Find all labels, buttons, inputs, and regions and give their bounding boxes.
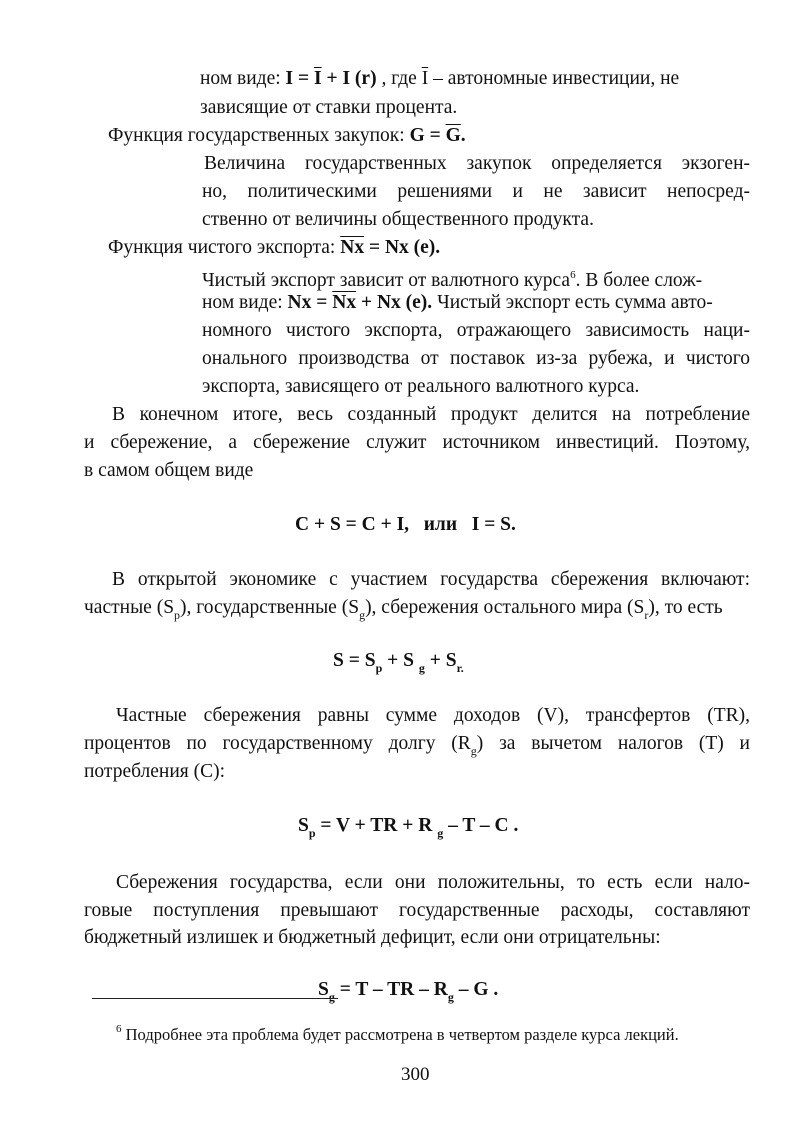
footnote-text: Подробнее эта проблема будет рассмотрена в четвертом разделе курса лекций. xyxy=(121,1025,679,1044)
formula-c-s-c-i: C + S = C + I, или I = S. xyxy=(295,514,516,535)
text-line: бюджетный излишек и бюджетный дефицит, если они отрицательны: xyxy=(84,927,661,948)
text-line: Частные сбережения равны сумме доходов (V), трансфертов (TR), xyxy=(116,705,750,726)
text-line: Сбережения государства, если они положительны, то есть если нало- xyxy=(116,872,750,893)
text-span: – автономные инвестиции, не xyxy=(428,68,680,89)
text-line: В конечном итоге, весь созданный продукт делится на потребление xyxy=(112,404,750,425)
text-line: говые поступления превышают государственные расходы, составляют xyxy=(84,900,750,921)
text-line: экспорта, зависящего от реального валютного курса. xyxy=(202,376,640,397)
page-number: 300 xyxy=(401,1064,430,1085)
footnote xyxy=(116,1018,679,1046)
symbol-ibar: $\overline{I}$ xyxy=(421,68,429,89)
text-line: онального производства от поставок из-за рубежа, и чистого xyxy=(202,348,750,369)
footnote-separator xyxy=(92,998,338,999)
formula-savings-total: $S = S_p + S$ $_g + S_{r.}$ xyxy=(333,650,464,675)
text-line: ственно от величины общественного продукта. xyxy=(202,209,594,230)
text-line xyxy=(200,66,679,92)
formula-net-export: $\overline{Nx} = Nx$ (e). xyxy=(340,237,441,258)
text-line: но, политическими решениями и не зависит непосред- xyxy=(202,181,750,202)
text-line: Функция государственных закупок: $G = \overline{G}$. xyxy=(108,125,466,146)
text-line: Величина государственных закупок определяется экзоген- xyxy=(204,153,750,174)
text-line: Функция чистого экспорта: $\overline{Nx} = Nx$ (e). xyxy=(108,237,441,258)
text-line: и сбережение, а сбережение служит источником инвестиций. Поэтому, xyxy=(84,432,750,453)
text-line: потребления (C): xyxy=(84,761,226,782)
text-line: зависящие от ставки процента. xyxy=(200,97,458,118)
formula-government: $G = \overline{G}$. xyxy=(409,125,466,146)
text-line: В открытой экономике с участием государства сбережения включают: xyxy=(112,569,750,590)
text-line: ном виде: $Nx = \overline{Nx} + Nx$ (e). Чистый экспорт есть сумма авто- xyxy=(202,292,713,313)
text-line: Чистый экспорт зависит от валютного курса$^6$. В более слож- xyxy=(202,269,703,291)
formula-investment: $I = \overline{I} + I$ (r) xyxy=(285,68,377,89)
text-span: , где xyxy=(376,68,422,89)
text-span: ном виде: xyxy=(200,68,286,89)
footnote-ref: 6 xyxy=(570,269,576,281)
text-line: частные $(S_p)$, государственные $(S_g)$, сбережения остального мира $(S_r)$, то есть xyxy=(84,597,723,622)
text-line: процентов по государственному долгу $(R_g)$ за вычетом налогов (T) и xyxy=(84,733,750,758)
text-line: в самом общем виде xyxy=(84,460,254,481)
formula-net-export-2: $Nx = \overline{Nx} + Nx$ (e). xyxy=(287,292,433,313)
text-line: номного чистого экспорта, отражающего зависимость наци- xyxy=(202,320,750,341)
footnote-mark: 6 xyxy=(116,1023,122,1035)
formula-government-savings: $S_g = T$ – TR – $R_g$ – G . xyxy=(318,979,499,1004)
formula-private-savings: $S_p = V$ + TR + R $_g$ – T – C . xyxy=(298,815,519,840)
